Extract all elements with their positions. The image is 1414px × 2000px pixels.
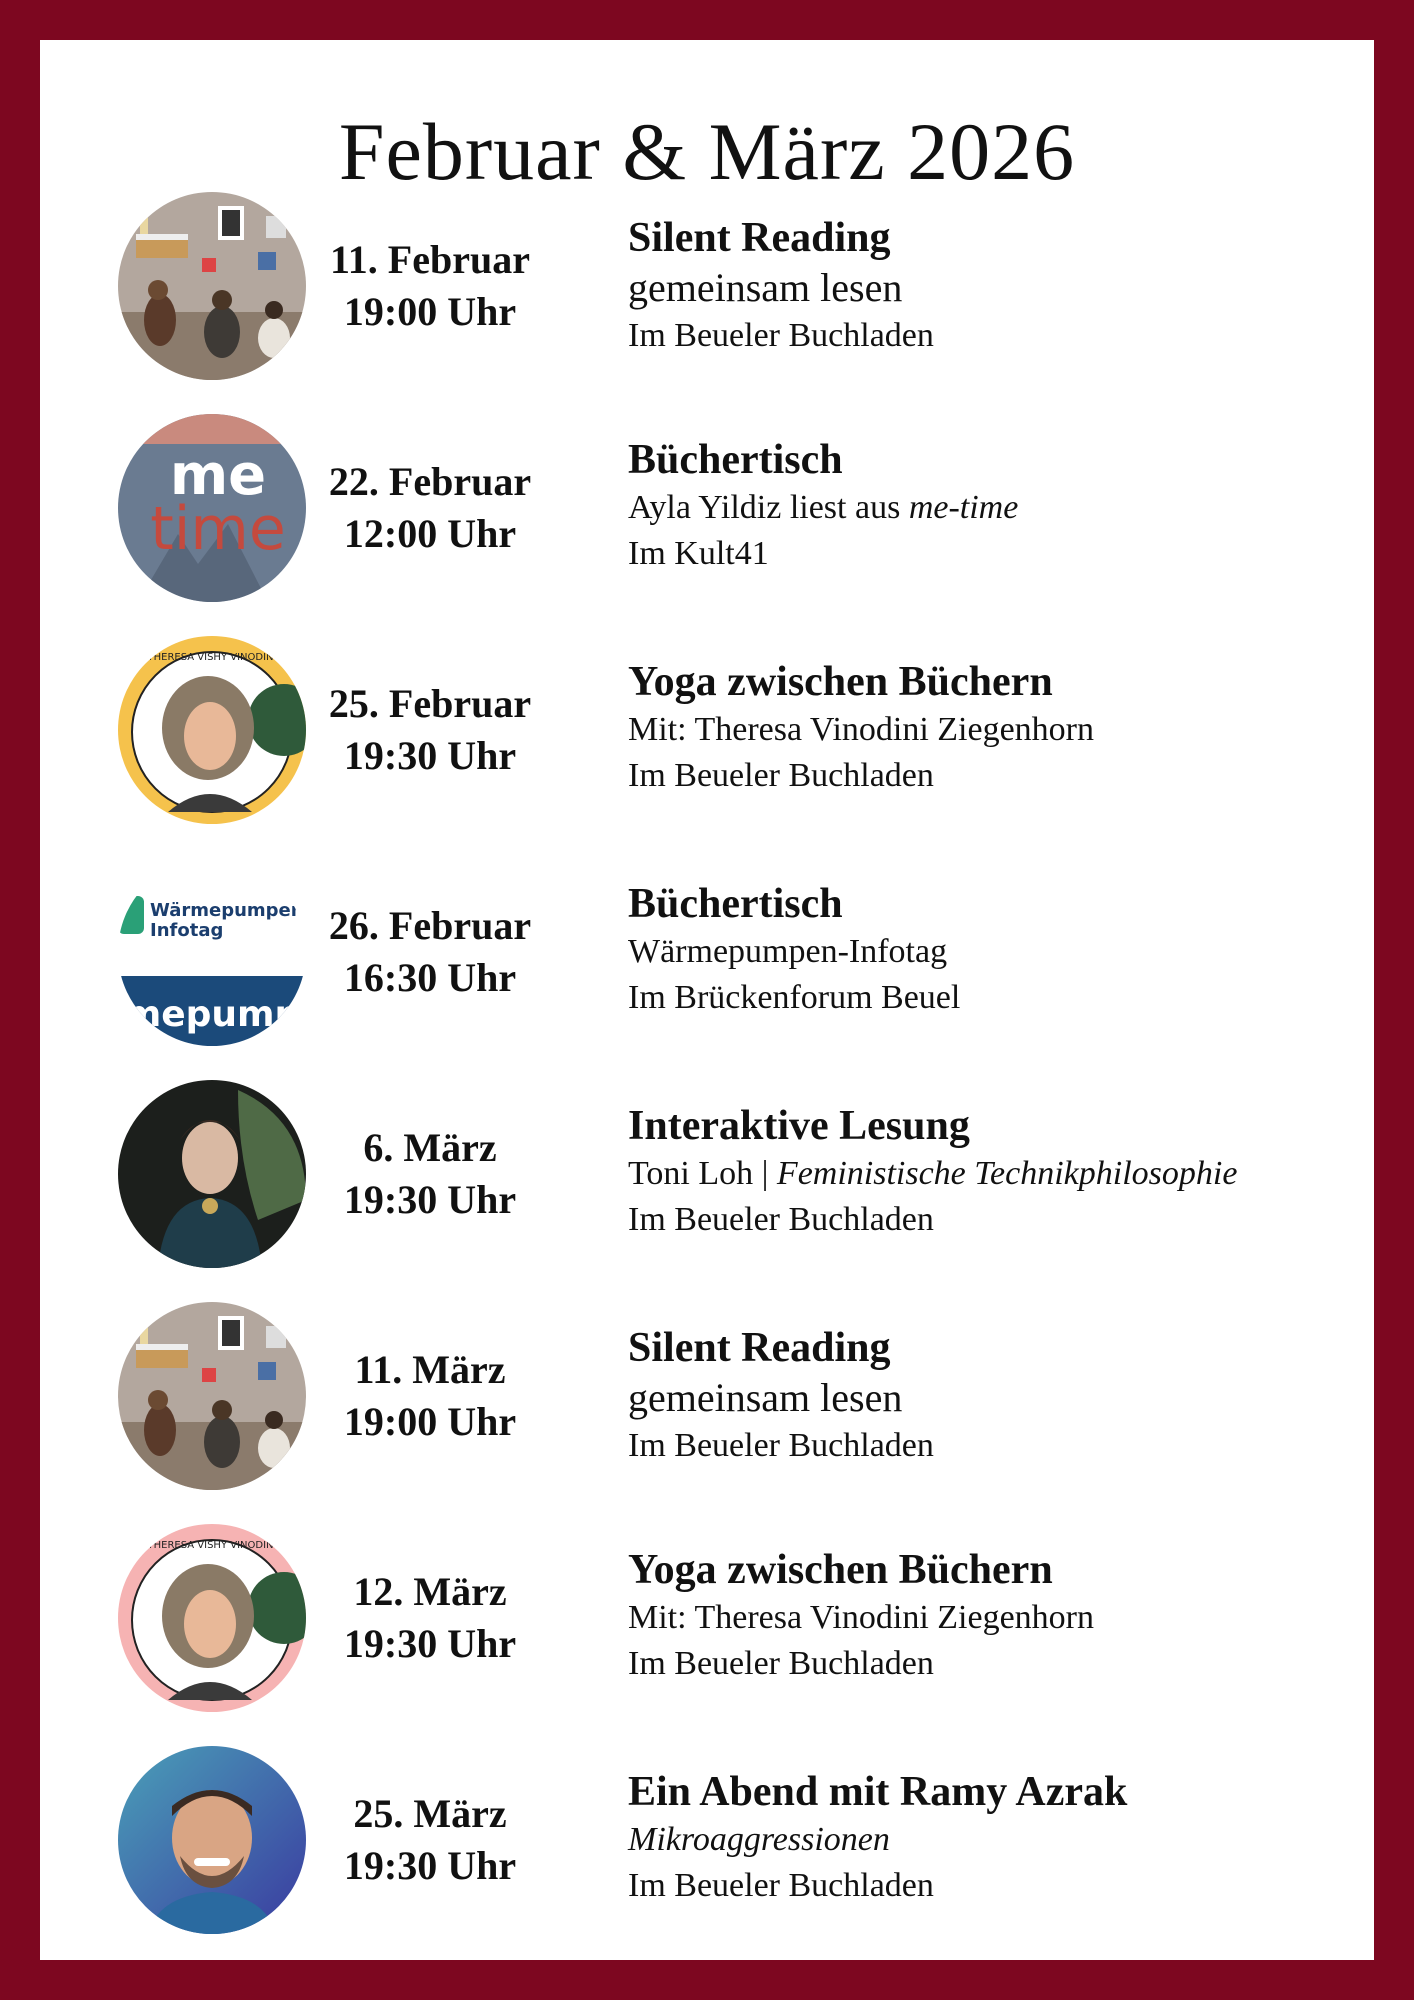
svg-text:me: me: [169, 443, 267, 508]
event-title: Interaktive Lesung: [628, 1103, 970, 1149]
yoga-portrait-icon: [118, 1524, 306, 1712]
event-thumbnail: [118, 1302, 306, 1490]
ramy-azrak-portrait-icon: [118, 1746, 306, 1934]
svg-text:Wärmepumpen: Wärmepumpen: [150, 900, 304, 921]
event-thumbnail: [118, 1524, 306, 1712]
event-subtitle: Wärmepumpen-Infotag: [628, 933, 948, 970]
event-date: 25. März: [353, 1791, 507, 1836]
event-subtitle: Mit: Theresa Vinodini Ziegenhorn: [628, 1599, 1095, 1636]
svg-text:Infotag: Infotag: [150, 920, 224, 941]
event-time: 19:30 Uhr: [343, 1843, 517, 1888]
event-time: 16:30 Uhr: [343, 955, 517, 1000]
event-time: 19:30 Uhr: [343, 733, 517, 778]
event-item: [40, 1524, 1374, 1724]
event-title: Silent Reading: [628, 215, 891, 261]
event-item: [40, 636, 1374, 836]
page-title: Februar & März 2026: [338, 106, 1076, 197]
event-date: 22. Februar: [328, 459, 532, 504]
event-time: 19:00 Uhr: [343, 289, 517, 334]
svg-text:time: time: [150, 494, 286, 564]
yoga-portrait-icon: [118, 636, 306, 824]
me-time-cover-icon: [118, 414, 306, 602]
event-location: Im Beueler Buchladen: [628, 1645, 934, 1682]
event-location: Im Beueler Buchladen: [628, 317, 934, 354]
event-time: 19:00 Uhr: [343, 1399, 517, 1444]
event-thumbnail: [118, 414, 306, 602]
svg-text:THERESA VISHY VINODINI: THERESA VISHY VINODINI: [147, 1540, 277, 1551]
event-thumbnail: [118, 1746, 306, 1934]
event-date: 11. Februar: [330, 237, 530, 282]
event-location: Im Beueler Buchladen: [628, 1867, 934, 1904]
event-thumbnail: [118, 858, 306, 1046]
event-location: Im Kult41: [628, 535, 769, 572]
event-title: Silent Reading: [628, 1325, 891, 1371]
event-thumbnail: [118, 1080, 306, 1268]
event-time: 12:00 Uhr: [343, 511, 517, 556]
event-location: Im Beueler Buchladen: [628, 1201, 934, 1238]
event-time: 19:30 Uhr: [343, 1621, 517, 1666]
event-time: 19:30 Uhr: [343, 1177, 517, 1222]
event-title: Ein Abend mit Ramy Azrak: [628, 1769, 1128, 1815]
poster-card: [40, 40, 1374, 1960]
event-subtitle: Ayla Yildiz liest aus me-time: [628, 489, 1019, 526]
svg-text:THERESA VISHY VINODINI: THERESA VISHY VINODINI: [147, 652, 277, 663]
event-date: 11. März: [354, 1347, 506, 1392]
event-date: 26. Februar: [328, 903, 532, 948]
event-item: [40, 1746, 1374, 1946]
event-thumbnail: [118, 192, 306, 380]
toni-loh-portrait-icon: [118, 1080, 306, 1268]
event-item: [40, 1080, 1374, 1280]
event-title: Büchertisch: [628, 437, 843, 483]
event-subtitle: gemeinsam lesen: [628, 1375, 903, 1420]
event-subtitle: Mit: Theresa Vinodini Ziegenhorn: [628, 711, 1095, 748]
event-subtitle: Toni Loh | Feministische Technikphilosophie: [628, 1155, 1238, 1192]
event-item: [40, 192, 1374, 392]
event-location: Im Brückenforum Beuel: [628, 979, 961, 1016]
silent-reading-photo-icon: [118, 192, 306, 380]
event-date: 6. März: [363, 1125, 497, 1170]
event-location: Im Beueler Buchladen: [628, 1427, 934, 1464]
event-title: Yoga zwischen Büchern: [628, 1547, 1053, 1593]
silent-reading-photo-icon: [118, 1302, 306, 1490]
event-item: [40, 414, 1374, 614]
event-subtitle: gemeinsam lesen: [628, 265, 903, 310]
event-thumbnail: [118, 636, 306, 824]
event-item: [40, 858, 1374, 1058]
event-item: [40, 1302, 1374, 1502]
event-title: Yoga zwischen Büchern: [628, 659, 1053, 705]
event-date: 12. März: [353, 1569, 507, 1614]
svg-text:mepump: mepump: [123, 994, 301, 1035]
event-location: Im Beueler Buchladen: [628, 757, 934, 794]
waermepumpen-logo-icon: [118, 858, 306, 1046]
event-title: Büchertisch: [628, 881, 843, 927]
event-date: 25. Februar: [328, 681, 532, 726]
event-subtitle: Mikroaggressionen: [628, 1821, 890, 1858]
